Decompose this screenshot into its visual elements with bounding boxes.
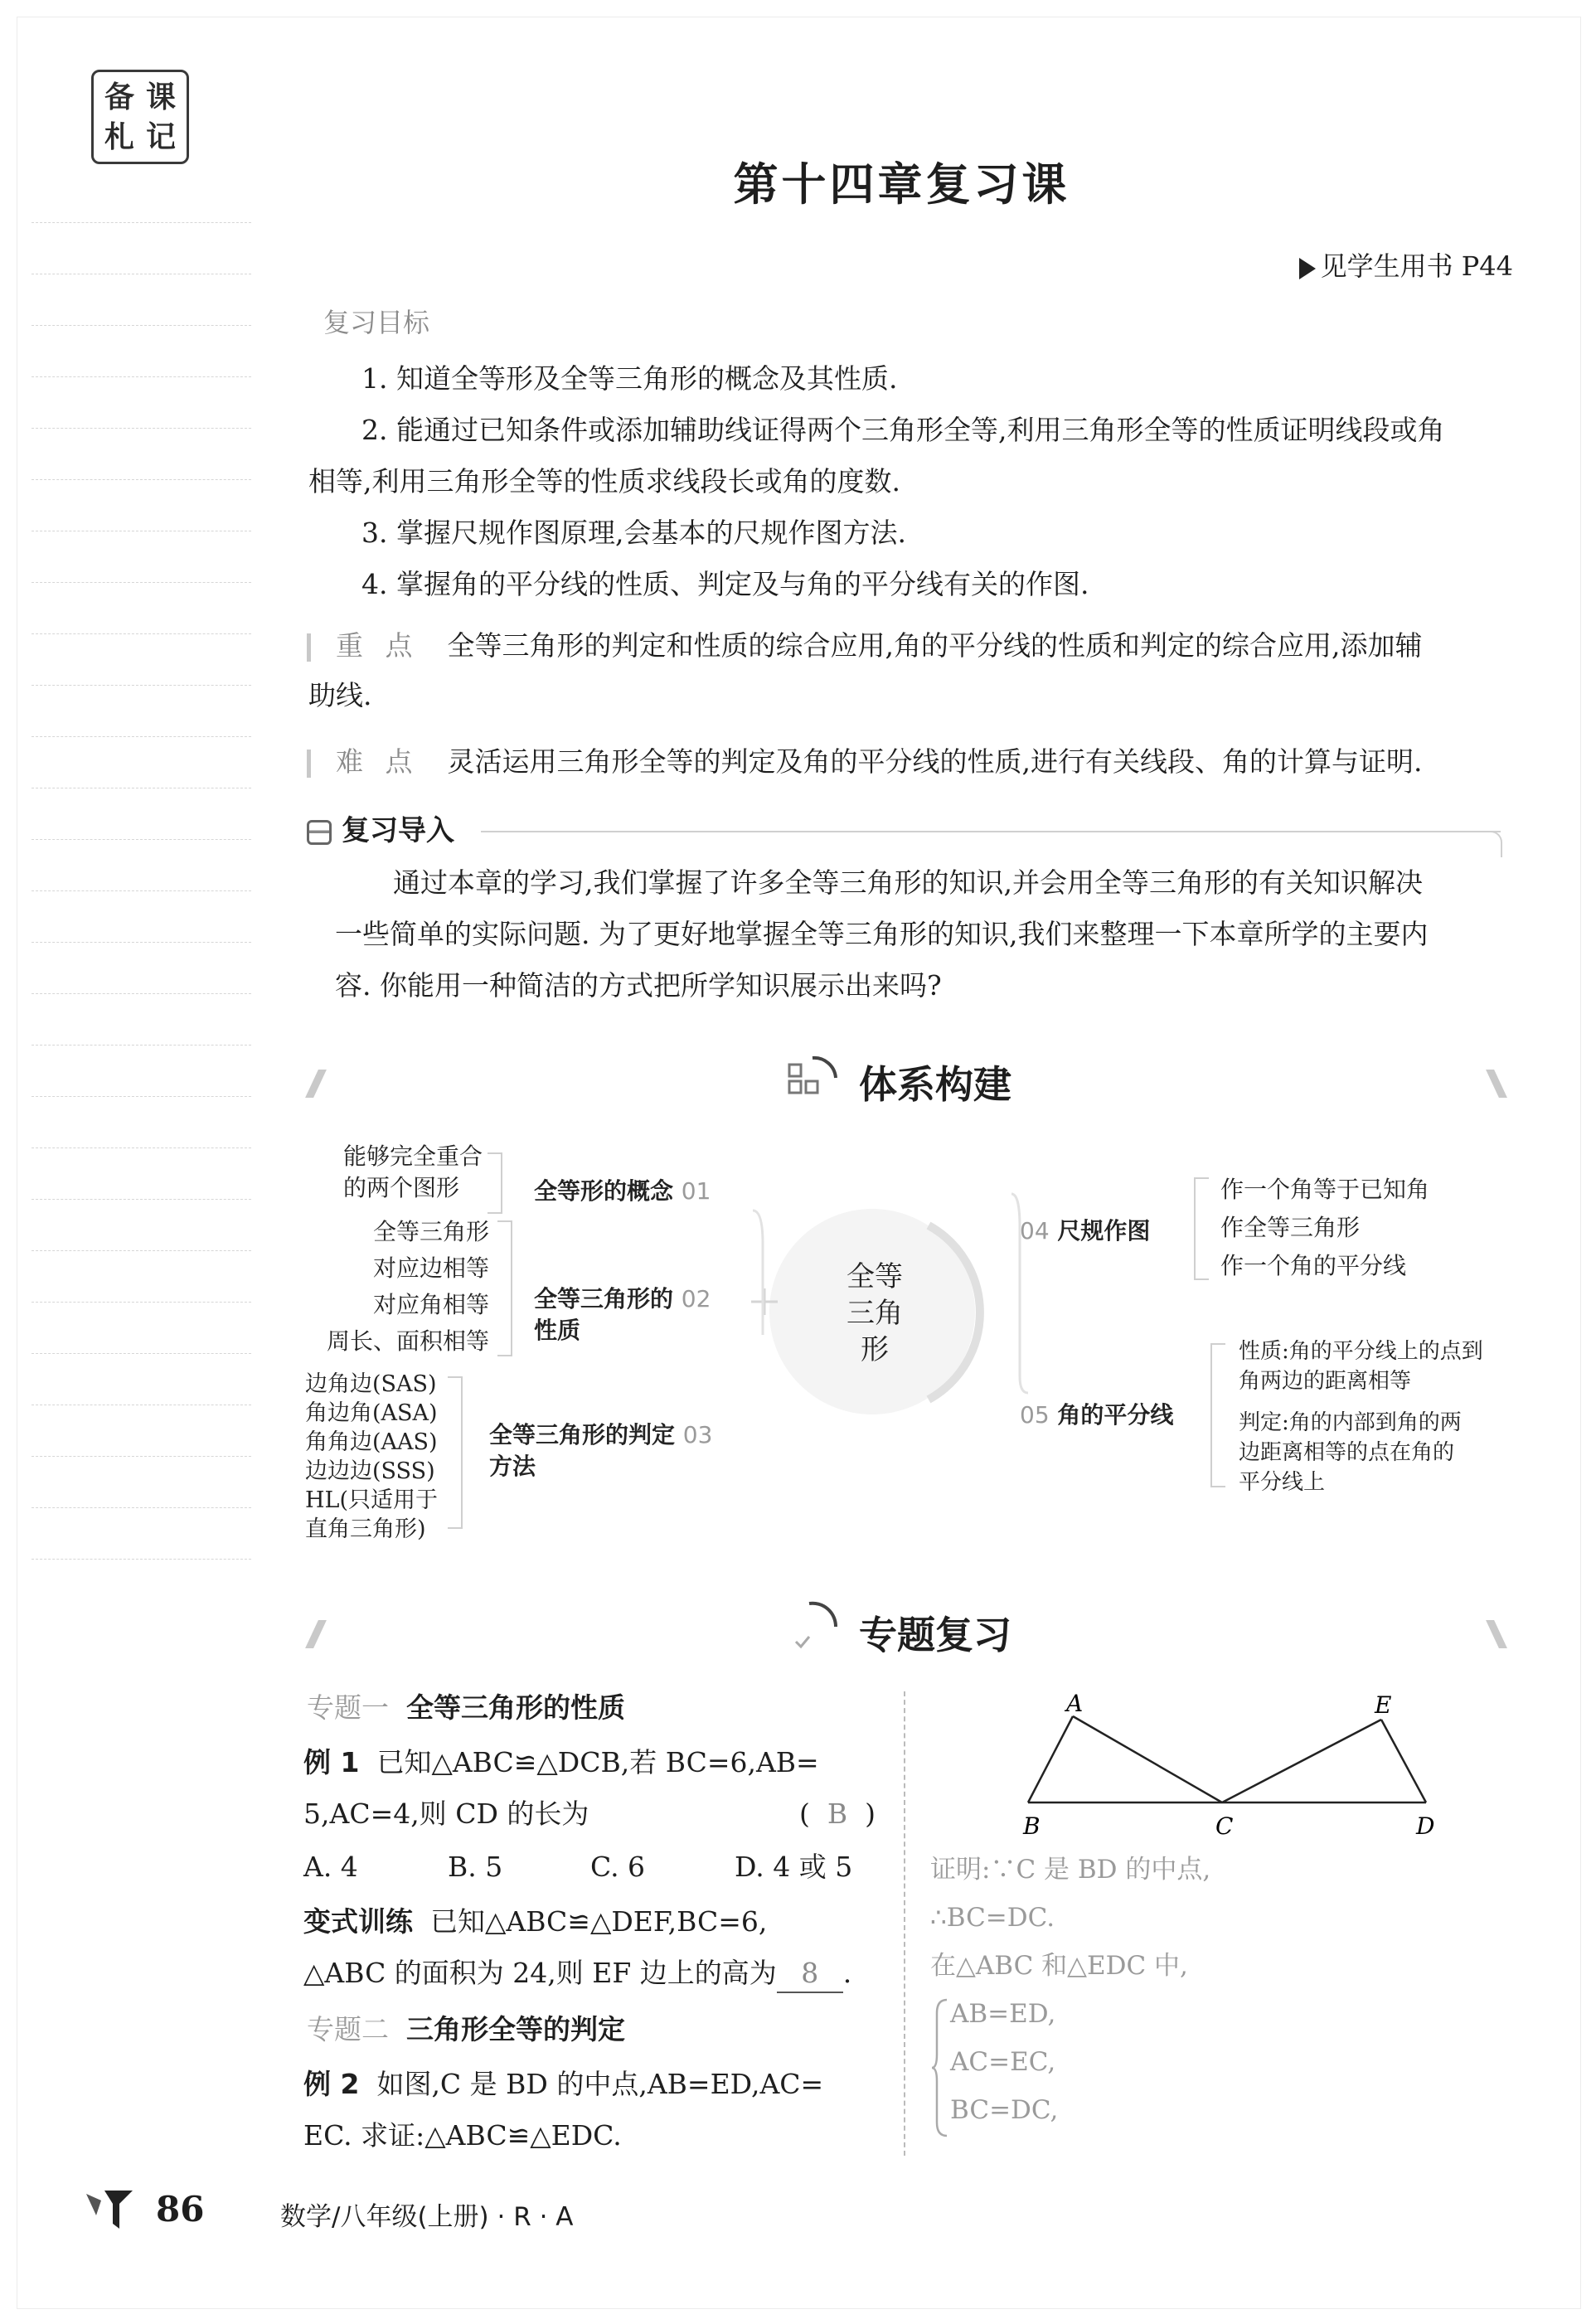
objective-2-cont: 相等,利用三角形全等的性质求线段长或角的度数. (308, 465, 900, 497)
b05-detail: 平分线上 (1239, 1470, 1326, 1495)
b02-details (315, 1214, 489, 1360)
reference-note (1299, 245, 1513, 284)
b01-details (343, 1141, 483, 1204)
play-triangle-icon (1299, 258, 1316, 279)
difficult-text: 灵活运用三角形全等的判定及角的平分线的性质,进行有关线段、角的计算与证明. (447, 745, 1423, 778)
b01-label-text: 全等形的概念 (534, 1177, 674, 1205)
objective-4: 4. 掌握角的平分线的性质、判定及与角的平分线有关的作图. (361, 568, 1089, 600)
ex1-option-b: B. 5 (448, 1851, 503, 1883)
b05-detail: 性质:角的平分线上的点到 (1239, 1339, 1483, 1364)
reference-text: 见学生用书 P44 (1320, 250, 1513, 282)
b01-num: 01 (681, 1177, 711, 1205)
segment-ab (1028, 1716, 1073, 1802)
segment-ce (1222, 1720, 1381, 1802)
b02-label-1: 全等三角形的 (534, 1285, 674, 1312)
b04-label (1020, 1215, 1150, 1247)
objective-2: 2. 能通过已知条件或添加辅助线证得两个三角形全等,利用三角形全等的性质证明线段或角 (361, 414, 1445, 446)
b02-label (534, 1283, 711, 1346)
b03-detail: 直角三角形) (305, 1516, 426, 1542)
key-bar (307, 633, 311, 662)
b04-details (1220, 1171, 1429, 1285)
b04-label-text: 尺规作图 (1057, 1217, 1151, 1244)
b01-detail: 能够完全重合 (343, 1143, 483, 1170)
center-line-1: 全等 (847, 1260, 903, 1293)
b02-detail: 对应边相等 (372, 1254, 489, 1282)
b01-label (534, 1176, 711, 1207)
brace-01 (488, 1152, 502, 1214)
example2 (303, 2060, 823, 2109)
intro-line-2: 一些简单的实际问题. 为了更好地掌握全等三角形的知识,我们来整理一下本章所学的主要内 (335, 918, 1429, 950)
topic2-tag: 专题二 (307, 2013, 389, 2045)
brace-03 (448, 1376, 463, 1529)
proof-line-4: AB=ED, (950, 1999, 1056, 2029)
logo-char: 备 (104, 80, 134, 114)
b04-detail: 作一个角等于已知角 (1220, 1176, 1430, 1203)
b05-detail: 角两边的距离相等 (1239, 1369, 1412, 1394)
brace-02 (497, 1220, 512, 1356)
b04-detail: 作全等三角形 (1220, 1214, 1361, 1241)
book-info: 数学/八年级(上册) · R · A (280, 2202, 574, 2232)
ex1-answer-box (799, 1789, 876, 1839)
brace-05 (1210, 1343, 1225, 1487)
b05-label-text: 角的平分线 (1057, 1401, 1174, 1429)
b03-label-2: 方法 (489, 1453, 536, 1480)
b05-label (1020, 1400, 1173, 1431)
b03-label (489, 1419, 712, 1482)
ex1-paren-close: ) (865, 1798, 876, 1830)
logo-char: 札 (104, 119, 134, 154)
var-label: 变式训练 (303, 1905, 413, 1938)
topic2-title: 三角形全等的判定 (405, 2013, 625, 2045)
footer-deco-icon (80, 2181, 139, 2234)
ex1-option-d: D. 4 或 5 (735, 1851, 853, 1883)
topic1-heading (307, 1683, 625, 1733)
example1 (303, 1738, 819, 1788)
objectives-label: 复习目标 (323, 307, 430, 338)
system-heading: 体系构建 (859, 1062, 1011, 1107)
var-line2 (303, 1948, 851, 1998)
b03-num: 03 (682, 1421, 713, 1448)
b03-label-1: 全等三角形的判定 (489, 1421, 676, 1448)
var-text: △ABC 的面积为 24,则 EF 边上的高为 (303, 1957, 777, 1989)
segment-ed (1381, 1720, 1426, 1802)
ex1-label: 例 1 (303, 1746, 360, 1778)
topic1-tag: 专题一 (307, 1691, 389, 1724)
difficult-points (307, 736, 1422, 788)
label-d: D (1416, 1812, 1435, 1840)
label-a: A (1066, 1691, 1084, 1717)
logo-char: 课 (145, 80, 176, 114)
key-label: 重 点 (336, 629, 420, 662)
intro-rule (481, 831, 1501, 832)
topic1-title: 全等三角形的性质 (405, 1691, 625, 1724)
var-line1: 已知△ABC≌△DEF,BC=6, (429, 1905, 768, 1938)
review-icon (788, 1597, 846, 1655)
key-points (307, 620, 1422, 672)
ex1-paren-open: ( (799, 1798, 810, 1830)
intro-rule-corner (1484, 831, 1502, 857)
brace-04 (1194, 1177, 1209, 1280)
proof-line-5: AC=EC, (950, 2047, 1056, 2077)
page-number: 86 (156, 2189, 205, 2229)
b04-detail: 作一个角的平分线 (1220, 1252, 1407, 1279)
ex2-line2: EC. 求证:△ABC≌△EDC. (303, 2119, 622, 2152)
topic2-heading (307, 2005, 625, 2055)
b04-num: 04 (1020, 1217, 1050, 1244)
intro-heading-text: 复习导入 (342, 814, 454, 847)
structure-icon (786, 1053, 846, 1103)
logo-char: 记 (145, 119, 176, 154)
ex1-line1: 已知△ABC≌△DCB,若 BC=6,AB= (376, 1746, 819, 1778)
b01-detail: 的两个图形 (343, 1174, 460, 1201)
proof-brace (930, 1997, 950, 2139)
b02-detail: 周长、面积相等 (326, 1327, 489, 1355)
b03-detail: 边角边(SAS) (305, 1371, 437, 1397)
b02-label-2: 性质 (534, 1317, 581, 1344)
b05-detail: 边距离相等的点在角的 (1239, 1440, 1455, 1465)
ex2-label: 例 2 (303, 2068, 360, 2100)
b05-details (1239, 1337, 1483, 1497)
chat-icon (307, 820, 332, 845)
page-title: 第十四章复习课 (733, 158, 1070, 211)
ex1-line2: 5,AC=4,则 CD 的长为 (303, 1798, 589, 1830)
difficult-label: 难 点 (336, 745, 420, 778)
intro-line-3: 容. 你能用一种简洁的方式把所学知识展示出来吗? (335, 969, 942, 1002)
intro-heading (307, 808, 454, 848)
b03-details (305, 1370, 438, 1544)
segment-ac (1073, 1716, 1222, 1802)
proof-line-2: ∴BC=DC. (930, 1903, 1055, 1933)
key-text-cont: 助线. (308, 679, 372, 711)
column-divider (904, 1691, 905, 2156)
review-heading: 专题复习 (859, 1613, 1011, 1657)
b02-num: 02 (681, 1285, 711, 1312)
b05-detail: 判定:角的内部到角的两 (1239, 1410, 1462, 1435)
label-c: C (1215, 1812, 1234, 1840)
ex2-line1: 如图,C 是 BD 的中点,AB=ED,AC= (376, 2068, 824, 2100)
var-end: . (842, 1957, 852, 1989)
variant-training (303, 1897, 767, 1947)
intro-line-1: 通过本章的学习,我们掌握了许多全等三角形的知识,并会用全等三角形的有关知识解决 (393, 866, 1423, 899)
mindmap-center (837, 1259, 912, 1368)
proof-line-3: 在△ABC 和△EDC 中, (930, 1951, 1188, 1981)
proof-line-6: BC=DC, (950, 2095, 1059, 2125)
triangle-figure (995, 1691, 1459, 1857)
b02-detail: 对应角相等 (372, 1291, 489, 1318)
b03-detail: 角角边(AAS) (305, 1429, 438, 1455)
ex1-option-c: C. 6 (590, 1851, 646, 1883)
key-text: 全等三角形的判定和性质的综合应用,角的平分线的性质和判定的综合应用,添加辅 (447, 629, 1423, 662)
objective-3: 3. 掌握尺规作图原理,会基本的尺规作图方法. (361, 517, 906, 549)
difficult-bar (307, 750, 311, 778)
label-b: B (1023, 1812, 1041, 1840)
ex1-answer: B (827, 1798, 848, 1830)
label-e: E (1375, 1691, 1392, 1719)
objective-1: 1. 知道全等形及全等三角形的概念及其性质. (361, 362, 898, 395)
proof-line-1: 证明:∵C 是 BD 的中点, (930, 1855, 1211, 1885)
center-line-2: 三角形 (847, 1297, 903, 1366)
b05-num: 05 (1020, 1401, 1050, 1429)
ex1-option-a: A. 4 (303, 1851, 358, 1883)
b03-detail: HL(只适用于 (305, 1487, 439, 1513)
b03-detail: 边边边(SSS) (305, 1458, 435, 1484)
b02-detail: 全等三角形 (372, 1218, 489, 1245)
b03-detail: 角边角(ASA) (305, 1400, 438, 1426)
var-answer: 8 (777, 1955, 843, 1993)
